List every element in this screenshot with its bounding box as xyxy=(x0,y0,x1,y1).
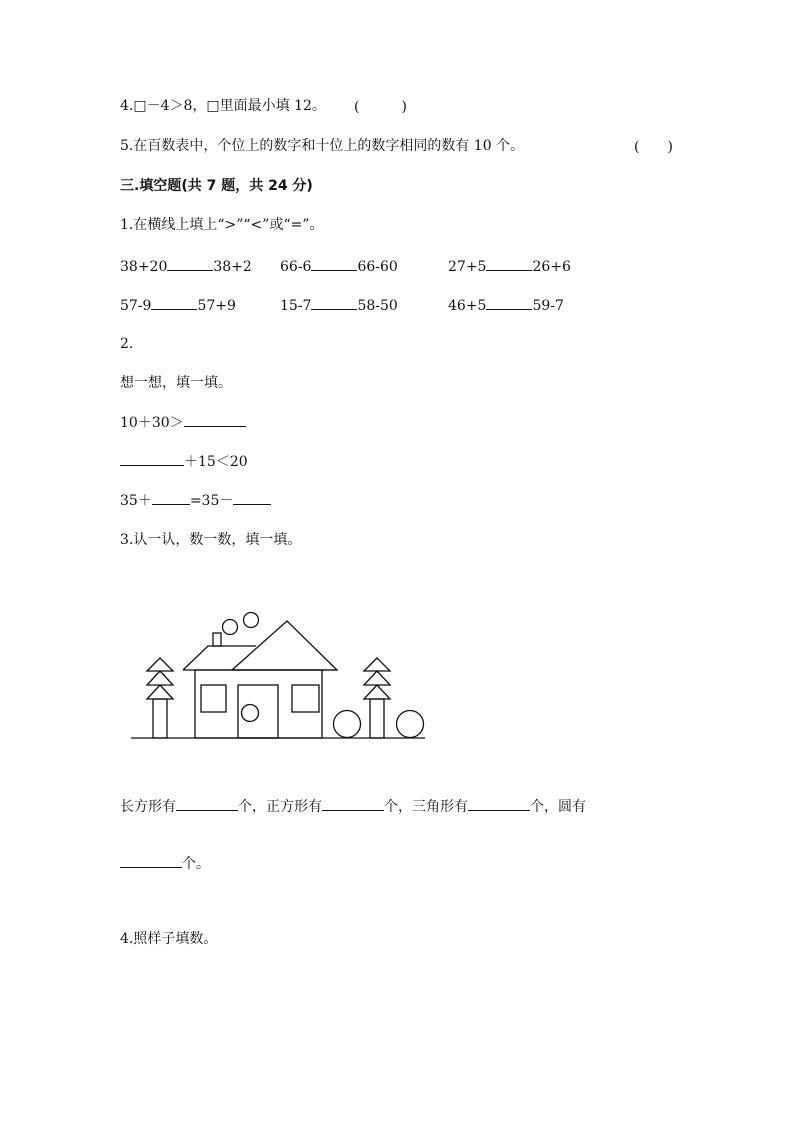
square-count-blank[interactable] xyxy=(322,796,384,811)
q2-line2: ＋15＜20 xyxy=(120,451,248,472)
q1-item: 15-7 58-50 xyxy=(280,295,398,316)
judgement-q5-text: 5.在百数表中，个位上的数字和十位上的数字相同的数有 10 个。 xyxy=(120,138,525,154)
rectangle-count-blank[interactable] xyxy=(176,796,238,811)
q2-line1: 10＋30＞ xyxy=(120,412,246,433)
q1-item: 57-9 57+9 xyxy=(120,295,236,316)
q1-item: 46+5 59-7 xyxy=(448,295,564,316)
judgement-q4-text: 4.□－4＞8，□里面最小填 12。 xyxy=(120,98,326,114)
q3-prompt: 3.认一认，数一数，填一填。 xyxy=(120,532,302,548)
q3-answer-line2: 个。 xyxy=(120,853,210,874)
judgement-q4-answer-paren[interactable]: ( ) xyxy=(354,99,407,115)
tree-triangle xyxy=(364,671,390,685)
q3-answer-line1: 长方形有 个，正方形有 个，三角形有 个，圆有 xyxy=(120,796,586,817)
tree-triangle xyxy=(147,658,173,671)
judgement-q5-answer-paren[interactable]: ( ) xyxy=(634,139,673,155)
house-wall xyxy=(195,670,322,738)
q2-prompt: 想一想，填一填。 xyxy=(120,375,232,391)
q2-line3: 35＋ =35－ xyxy=(120,490,271,511)
smoke-circle xyxy=(223,620,238,635)
window xyxy=(201,685,226,712)
ground-circle xyxy=(334,711,361,738)
q2-number: 2. xyxy=(120,336,134,352)
q4-fill-prompt: 4.照样子填数。 xyxy=(120,931,218,947)
q1-prompt: 1.在横线上填上“>”“<”或“=”。 xyxy=(120,217,324,233)
tree-trunk xyxy=(153,699,167,738)
door-circle xyxy=(242,705,259,722)
window xyxy=(292,685,319,712)
chimney xyxy=(213,633,221,646)
q1-item: 27+5 26+6 xyxy=(448,256,571,277)
tree-triangle xyxy=(147,671,173,685)
smoke-circle xyxy=(244,613,259,628)
triangle-count-blank[interactable] xyxy=(468,796,530,811)
q1-item: 38+20 38+2 xyxy=(120,256,252,277)
tree-trunk xyxy=(370,699,384,738)
q1-item: 66-6 66-60 xyxy=(280,256,398,277)
tree-triangle xyxy=(147,685,173,699)
tree-triangle xyxy=(364,685,390,699)
ground-circle xyxy=(397,711,424,738)
tree-triangle xyxy=(364,658,390,671)
circle-count-blank[interactable] xyxy=(120,853,182,868)
section-heading: 三.填空题(共 7 题，共 24 分) xyxy=(120,178,313,194)
